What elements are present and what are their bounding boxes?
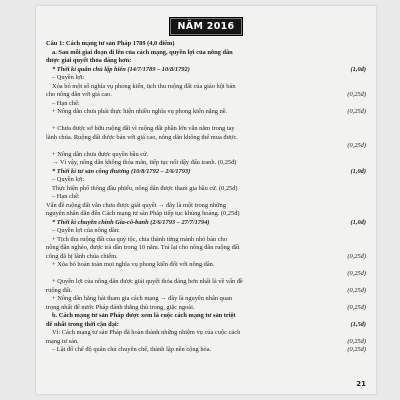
line-text: Thực hiện phổ thông đầu phiếu, nông dân được tham gia bầu cử. (0,25đ)	[52, 184, 238, 192]
year-title-badge: NĂM 2016	[169, 17, 244, 36]
text-line	[46, 346, 366, 355]
text-line	[46, 168, 366, 177]
line-text: + Quyền lợi của nông dân được giải quyết thỏa đáng hơn nhất là về vấn đề	[52, 278, 243, 285]
line-text: – Quyền lợi của nông dân:	[52, 227, 120, 234]
text-line	[46, 134, 366, 143]
line-text: * Thời kì chuyên chính Gia-cô-banh (2/6/1793 – 27/7/1794)	[52, 218, 210, 226]
text-line	[46, 278, 366, 287]
line-text: công đã bị lãnh chúa chiếm.	[46, 252, 118, 260]
line-score: (1,5đ)	[350, 320, 366, 328]
line-score: (0,25đ)	[347, 269, 366, 277]
line-text: – Quyền lợi:	[52, 74, 85, 81]
line-text: Câu 1: Cách mạng tư sản Pháp 1789 (4,0 điểm)	[46, 40, 175, 47]
line-text: + Nông dân hăng hái tham gia cách mạng → đây là nguyên nhân quan	[52, 295, 233, 302]
line-score: (0,25đ)	[347, 91, 366, 98]
text-line	[46, 321, 366, 330]
text-line	[46, 338, 366, 347]
text-line	[46, 287, 366, 296]
text-line	[46, 83, 366, 92]
text-line	[46, 40, 366, 49]
text-line	[46, 176, 366, 185]
line-text: Vấn đề ruộng đất vẫn chưa được giải quyết → đây là một trong những	[46, 201, 226, 209]
line-text: Xóa bỏ một số nghĩa vụ phong kiến, tịch thu ruộng đất của giáo hội bán	[52, 82, 236, 90]
line-score: (0,25đ)	[347, 346, 366, 353]
line-score: (0,25đ)	[347, 252, 366, 260]
line-score: (0,25đ)	[347, 303, 366, 311]
line-text: trọng nhất để nước Pháp đánh thắng thù trong, giặc ngoài.	[46, 303, 195, 311]
text-line	[46, 74, 366, 83]
text-line	[46, 295, 366, 304]
text-line	[46, 57, 366, 66]
text-line	[46, 185, 366, 194]
line-score: (0,25đ)	[347, 337, 366, 345]
line-text: – Hạn chế:	[52, 193, 80, 200]
line-text: ruộng đất.	[46, 286, 72, 294]
line-text: – Lật đổ chế độ quân chủ chuyên chế, thành lập nền cộng hòa.	[52, 346, 212, 353]
text-line	[46, 304, 366, 313]
text-line	[46, 202, 366, 211]
text-line	[46, 100, 366, 109]
text-line	[46, 219, 366, 228]
text-line	[46, 329, 366, 338]
text-line	[46, 312, 366, 321]
book-page	[36, 6, 376, 394]
text-line	[46, 193, 366, 202]
line-text: + Nông dân chưa phải thực hiện nhiều nghĩa vụ phong kiến nặng nề.	[52, 108, 228, 115]
text-line	[46, 49, 366, 58]
line-text: + Xóa bỏ hoàn toàn mọi nghĩa vụ phong kiến đối với nông dân.	[52, 261, 215, 268]
text-line	[46, 66, 366, 75]
text-line	[46, 244, 366, 253]
line-text: – Hạn chế:	[52, 99, 80, 107]
line-text: mạng tư sản.	[46, 337, 79, 345]
line-score: (0,25đ)	[347, 108, 366, 115]
text-line	[46, 159, 366, 168]
line-text: a. Sau mỗi giai đoạn đi lên của cách mạng, quyền lợi của nông dân	[52, 48, 233, 56]
text-line	[46, 117, 366, 126]
text-line	[46, 227, 366, 236]
line-text: b. Cách mạng tư sản Pháp được xem là cuộc cách mạng tư sản triệt	[52, 312, 236, 319]
text-line	[46, 125, 366, 134]
line-text: – Quyền lợi:	[52, 176, 85, 183]
page-number: 21	[356, 380, 366, 388]
text-line	[46, 91, 366, 100]
line-text: cho nông dân với giá cao.	[46, 91, 112, 98]
line-score: (1,0đ)	[350, 65, 366, 73]
line-text: * Thời kì quân chủ lập hiến (14/7/1789 – 10/8/1792)	[52, 65, 190, 73]
text-line	[46, 270, 366, 279]
line-text: để nhất trong thời cận đại:	[46, 320, 119, 328]
line-score: (1,0đ)	[350, 218, 366, 226]
line-text: → Vì vậy, nông dân không thỏa mãn, tiếp tục nổi dậy đấu tranh. (0,25đ)	[52, 159, 237, 166]
heading-area	[36, 16, 376, 36]
line-text: nông dân nghèo, được trả dần trong 10 năm. Trả lại cho nông dân ruộng đất	[46, 244, 240, 251]
text-line	[46, 210, 366, 219]
text-line	[46, 151, 366, 160]
line-score: (0,25đ)	[347, 286, 366, 294]
text-line	[46, 142, 366, 151]
text-line	[46, 261, 366, 270]
line-text: nguyên nhân dẫn đến Cách mạng tư sản Pháp tiếp tục khủng hoảng. (0,25đ)	[46, 210, 240, 217]
line-text: * Thời kì tư sản công thương (10/8/1792 – 2/6/1793)	[52, 167, 191, 175]
text-line	[46, 236, 366, 245]
line-text: được giải quyết thỏa đáng hơn:	[46, 57, 132, 64]
line-text: + Chưa được sở hữu ruộng đất vì ruộng đất phần lớn vẫn nằm trong tay	[52, 125, 235, 132]
line-text: + Nông dân chưa được quyền bầu cử.	[52, 150, 149, 158]
line-text: Vì: Cách mạng tư sản Pháp đã hoàn thành những nhiệm vụ của cuộc cách	[52, 329, 241, 336]
text-line	[46, 253, 366, 262]
line-score: (1,0đ)	[350, 167, 366, 175]
line-text: + Tịch thu ruộng đất của quý tộc, chia thành từng mảnh nhỏ bán cho	[52, 235, 228, 243]
line-score: (0,25đ)	[347, 142, 366, 149]
text-line	[46, 108, 366, 117]
line-text: lãnh chúa. Ruộng đất được bán với giá cao, nông dân không thể mua được.	[46, 133, 238, 141]
answer-content	[46, 40, 366, 355]
